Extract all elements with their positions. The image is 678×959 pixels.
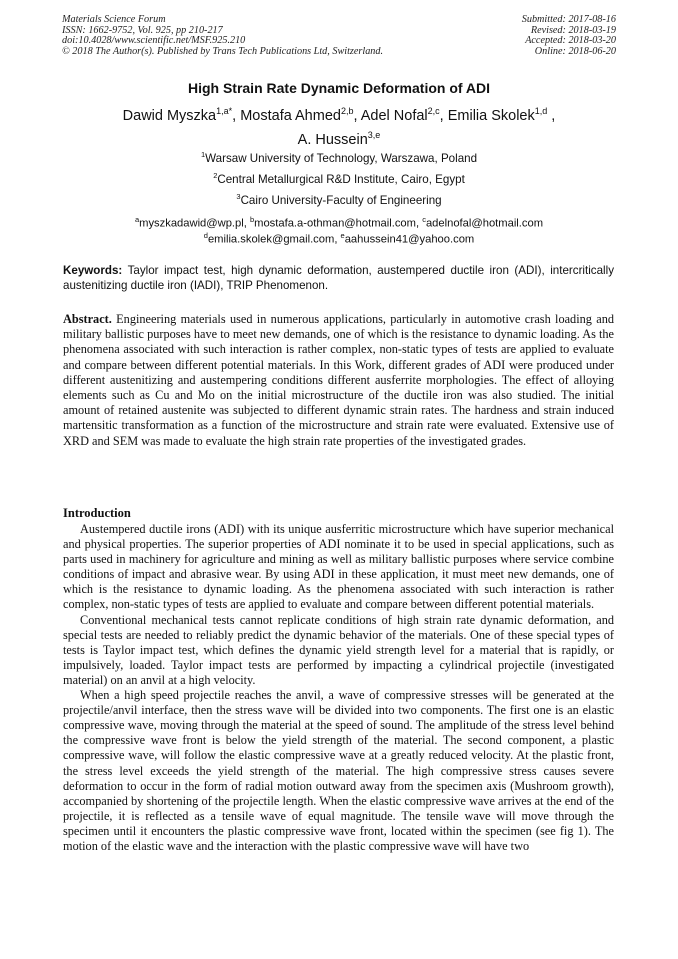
issn-line: ISSN: 1662-9752, Vol. 925, pp 210-217 (62, 24, 223, 36)
email-mark: e (340, 231, 345, 241)
journal-header-left (62, 15, 383, 57)
email-mark: d (203, 231, 208, 241)
email-address[interactable]: mostafa.a-othman@hotmail.com (254, 217, 416, 230)
submitted-date: Submitted: 2017-08-16 (521, 14, 616, 25)
email-address[interactable]: adelnofal@hotmail.com (425, 217, 544, 230)
author-name: Mostafa Ahmed (240, 107, 341, 124)
affiliation-1 (0, 150, 678, 165)
affiliation-mark: 2 (213, 171, 218, 180)
paragraph: When a high speed projectile reaches the anvil, a wave of compressive stresses will be generated at the projectile/anvil interface, then the stress wave will be divided into two components. The first one is an elastic compressive wave, moving through the material at the speed of sound. The amplitude of the stress level behind the compressive wave front is below the yield strength of the material. The second component, a plastic compressive wave, will follow the elastic compressive wave at a greatly reduced velocity. At the plastic front, the stress level exceeds the yield strength of the material. The high compressive stress causes severe deformation to occur in the form of radial motion outward away from the specimen axis (Mushroom growth), accompanied by shortening of the projectile length. When the elastic compressive wave arrives at the end of the projectile, it is reflected as a tensile wave of equal magnitude. The tensile wave will move through the specimen until it encounters the plastic compressive wave front, located within the specimen (see fig 1). The motion of the elastic wave and the interaction with the plastic compressive wave will have two (63, 688, 614, 853)
email-list: $^a$myszkadawid@wp.pl, $^b$mostafa.a-othman@hotmail.com, $^c$adelnofal@hotmail.com $^d$emilia.skolek@gmail.com, $^e$aahussein41@yahoo.com (134, 215, 544, 246)
author-affil: 2,c (427, 106, 440, 116)
keywords (63, 263, 614, 293)
keywords-label: Keywords: (63, 264, 123, 277)
email-mark: b (249, 215, 255, 224)
abstract (63, 312, 614, 449)
author-list: Dawid Myszka$^{1,a*}$, Mostafa Ahmed$^{2,b}$, Adel Nofal$^{2,c}$, Emilia Skolek$^{1,d}$ , A. Hussein$^{3,e}$ (122, 106, 556, 148)
affiliation-3 (0, 192, 678, 207)
email-address[interactable]: emilia.skolek@gmail.com (207, 233, 335, 246)
affiliation-text: Cairo University-Faculty of Engineering (240, 193, 442, 207)
paper-title: High Strain Rate Dynamic Deformation of ADI (187, 80, 491, 96)
email-mark: a (134, 215, 140, 224)
journal-header-right (522, 15, 616, 57)
abstract-label: Abstract. (63, 312, 112, 326)
author-affil: 3,e (367, 129, 381, 140)
abstract-text: Engineering materials used in numerous applications, particularly in automotive crash loading and military ballistic purposes have to meet new demands, one of which is the resistance to dynamic loading. As the phenomena associated with such interaction is rather complex, non-static types of tests are applied to evaluate and compare between different potential materials. In this Work, different grades of ADI were produced under different austenitizing and austempering conditions different ausferrite morphologies. The effect of alloying elements such as Cu and Mo on the initial microstructure of the ductile iron was also studied. The initial amount of retained austenite was subjected to different dynamic strain rates. The hardness and strain induced martensitic transformation as a function of the microstructure and strain rate were evaluated. Extensive use of XRD and SEM was made to evaluate the high strain rate properties of the investigated grades. (63, 312, 614, 448)
doi-line: doi:10.4028/www.scientific.net/MSF.925.210 (62, 35, 246, 47)
affiliation-mark: 1 (200, 150, 206, 159)
copyright-line: © 2018 The Author(s). Published by Trans Tech Publications Ltd, Switzerland. (62, 45, 384, 57)
revised-date: Revised: 2018-03-19 (530, 24, 616, 36)
author-affil: 1,d (534, 106, 548, 116)
author-name: A. Hussein (297, 131, 368, 148)
online-date: Online: 2018-06-20 (534, 45, 616, 57)
paragraph: Austempered ductile irons (ADI) with its unique ausferritic microstructure which have superior mechanical and physical properties. The superior properties of ADI nominate it to be used in special applications, such as parts used in machinery for agriculture and mining as well as military ballistic purposes where service combine conditions of impact and abrasive wear. By using ADI in these application, it must meet new demands, one of which is the resistance to dynamic loading. As the phenomena associated with such interaction is rather complex, non-static types of tests are applied to evaluate and compare between different potential materials. (63, 522, 614, 612)
author-affil: 1,a* (216, 106, 233, 116)
paragraph: Conventional mechanical tests cannot replicate conditions of high strain rate dynamic deformation, and special tests are needed to reliably predict the dynamic behavior of the materials. One of these special types of tests is Taylor impact test, which defines the dynamic yield strength level for a material that is rapidly, or impulsively, loaded. Taylor impact tests are performed by impacting a cylindrical projectile (investigated material) on an anvil at a high velocity. (63, 612, 614, 687)
email-mark: c (422, 215, 426, 224)
email-address[interactable]: aahussein41@yahoo.com (344, 233, 475, 246)
journal-name: Materials Science Forum (62, 14, 166, 25)
affiliation-2 (0, 171, 678, 186)
accepted-date: Accepted: 2018-03-20 (525, 35, 616, 47)
affiliation-text: Warsaw University of Technology, Warszawa, Poland (205, 151, 478, 165)
affiliation-mark: 3 (236, 192, 241, 201)
email-address[interactable]: myszkadawid@wp.pl (139, 217, 244, 230)
affiliation-text: Central Metallurgical R&D Institute, Cairo, Egypt (217, 172, 465, 186)
keywords-text: Taylor impact test, high dynamic deformation, austempered ductile iron (ADI), intercritically austenitizing ductile iron (IADI), TRIP Phenomenon. (63, 264, 614, 292)
author-name: Emilia Skolek (447, 107, 535, 124)
author-name: Dawid Myszka (122, 107, 217, 124)
author-name: Adel Nofal (360, 107, 428, 124)
author-affil: 2,b (340, 106, 354, 116)
introduction-body (63, 522, 614, 854)
section-heading-introduction: Introduction (63, 506, 131, 520)
